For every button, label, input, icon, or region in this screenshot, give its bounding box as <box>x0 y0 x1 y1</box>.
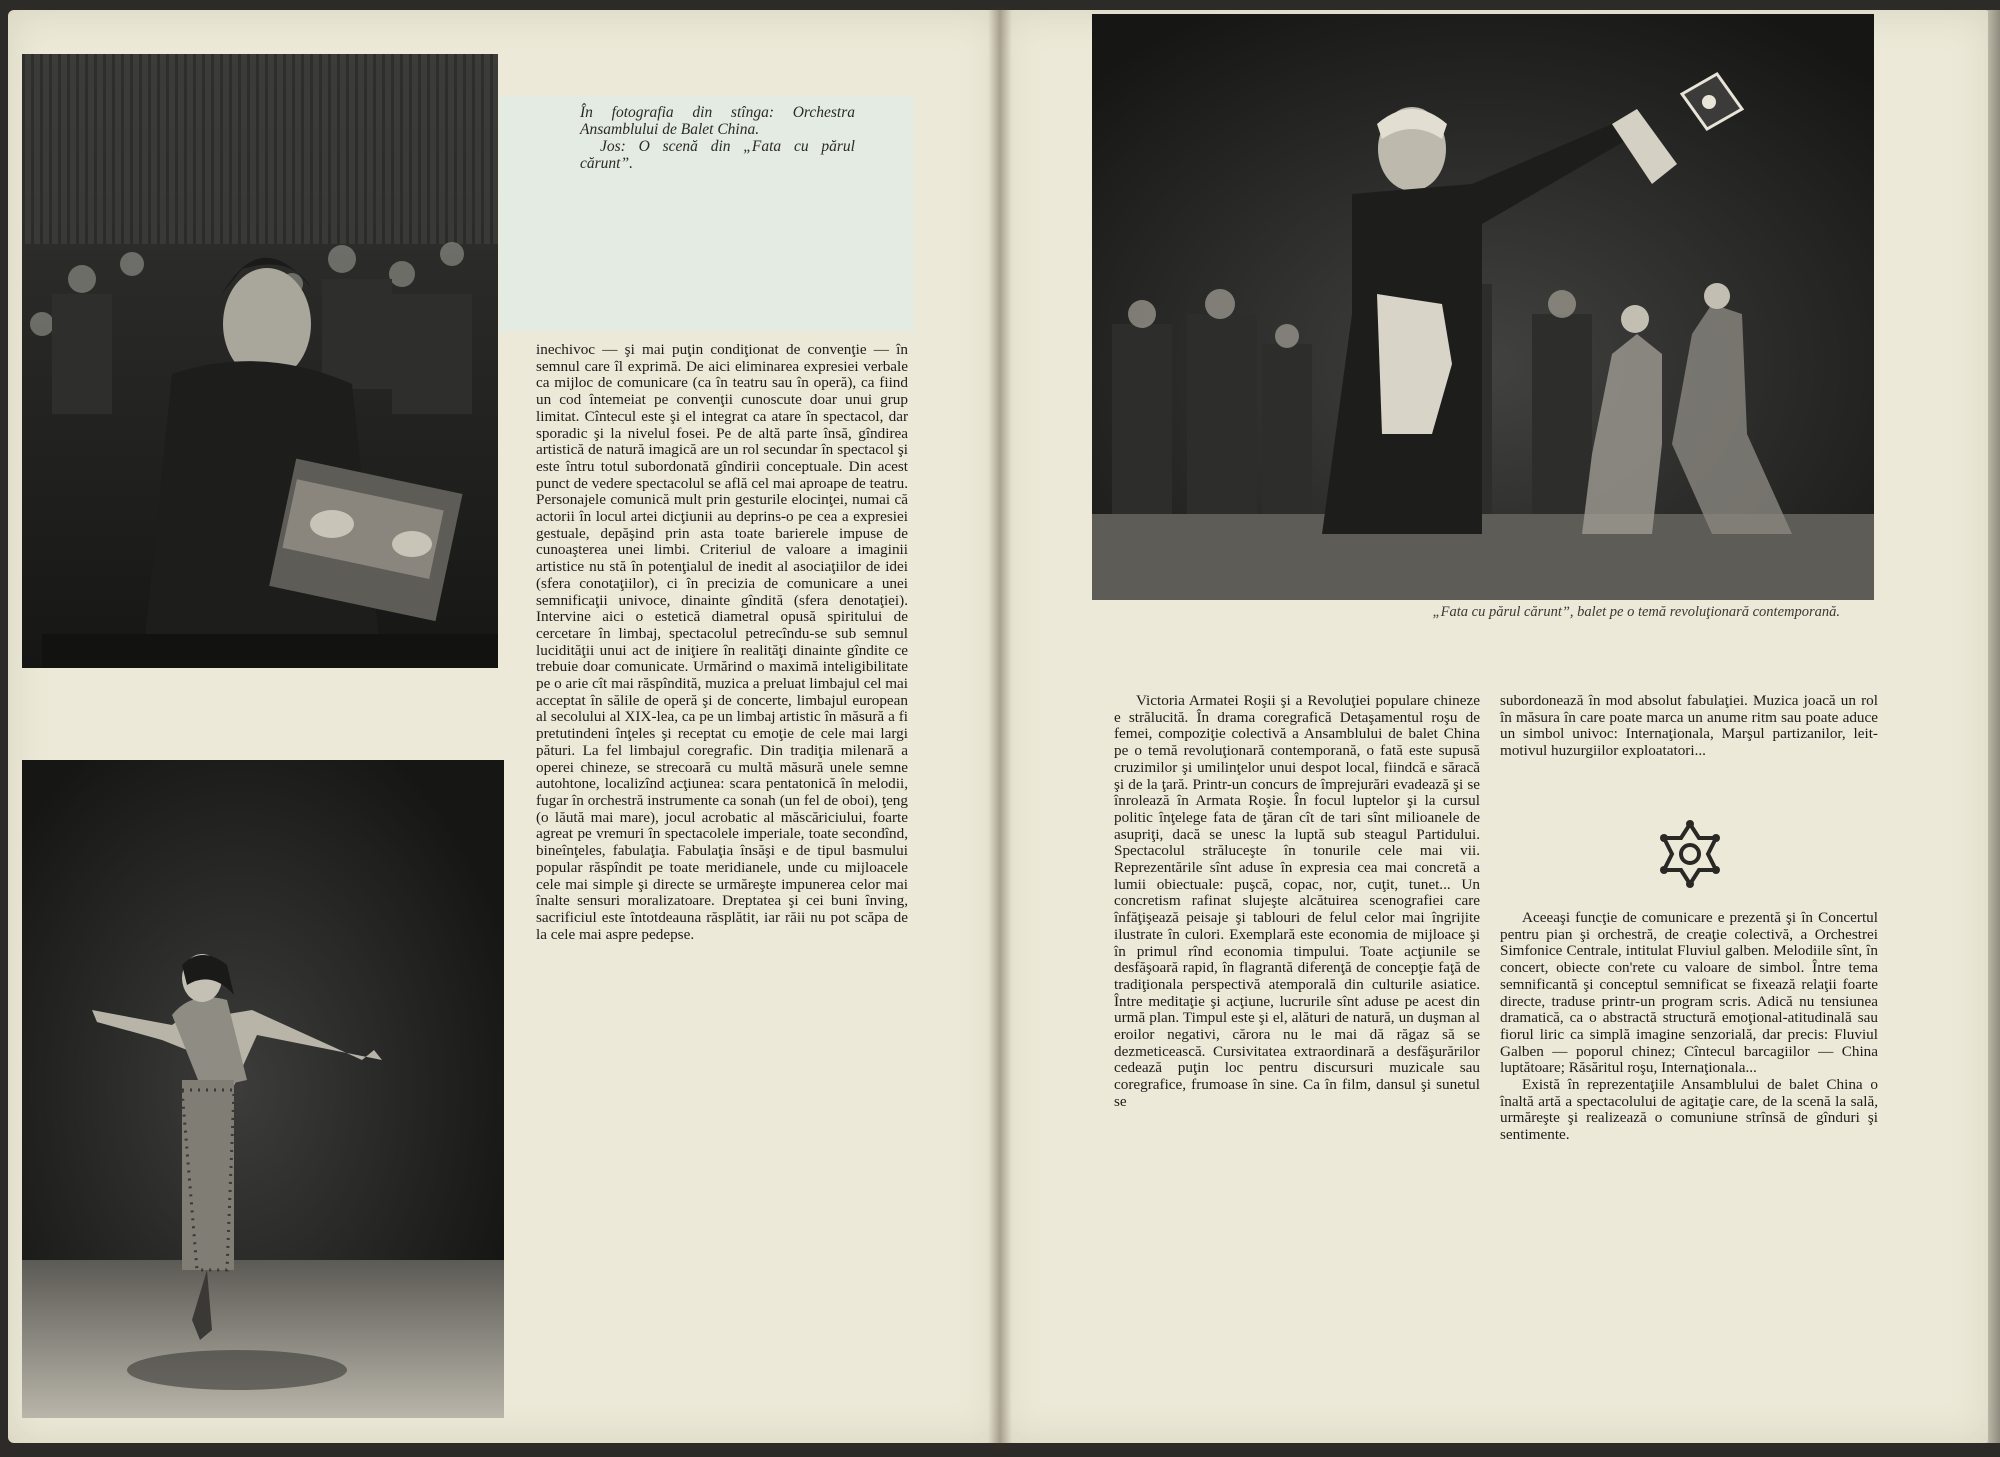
article-column-right-c <box>1500 910 1878 1144</box>
orchestra-photo <box>22 54 498 668</box>
article-column-left <box>536 342 908 943</box>
article-paragraph: subordonează în mod absolut fabulaţiei. Muzica joacă un rol în măsura în care poate marca un anume ritm sau poate aduce un simbol univoc: Internaţionala, Marşul partizanilor, leit-motivul huzurgiilor exploatatori... <box>1500 692 1878 760</box>
article-paragraph: inechivoc — şi mai puţin condiţionat de convenţie — în semnul care îl exprimă. De aici eliminarea expresiei verbale ca mijloc de comunicare (ca în teatru sau în operă), ca fiind un cod întemeiat pe convenţii cunoscute doar unui grup limitat. Cîntecul este şi el integrat ca atare în spectacol, dar sporadic şi la nivelul fosei. Pe de altă parte însă, gîndirea artistică de natură imagică are un rol secundar în spectacol şi este întru totul subordonată gîndirii conceptuale. Din acest punct de vedere spectacolul se află cel mai aproape de teatru. Personajele comunică mult prin gesturile elocinţei, numai că actorii în locul artei dicţiunii au deprins-o pe cea a expresiei gestuale, depăşind prin asta toate barierele impuse de cunoaşterea unei limbi. Criteriul de valoare a imaginii artistice nu stă în potenţialul de inedit al asociaţiilor de idei (sfera conotaţiilor), ci în precizia de comunicare a unei semnificaţii univoce, dinainte gîndită (sfera denotaţiei). Intervine aici o estetică diametral opusă spiritului de cercetare în limbaj, spectacolul petrecîndu-se sub semnul lucidităţii unui act de iniţiere în realităţi dinainte gîndite ce trebuie doar comunicate. Urmărind o maximă inteligibilitate pe o arie cît mai răspîndită, muzica a preluat limbajul cel mai acceptat în sălile de operă şi de concerte, limbajul european al secolului al XIX-lea, ca pe un limbaj artistic în măsură a fi pretutindeni înţeles şi receptat cu emoţie de cele mai largi pături. La fel limbajul coregrafic. Din tradiţia milenară a operei chineze, se strecoară cu multă măsură unele semne autohtone, localizînd acţiunea: scara pentatonică în melodii, fugar în orchestră instrumente ca sonah (un fel de oboi), ţeng (o lăută mai mare), jocul acrobatic al măscăriciului, foarte agreat pe vremuri în spectacolele imperiale, toate secondînd, bineînţeles, fabulaţia. Fabulaţia însăşi e de tipul basmului popular răspîndit pe toate meridianele, unde cu mijloacele cele mai simple şi directe se urmăreşte impunerea celor mai înalte sensuri moralizatoare. Dreptatea şi cei buni înving, sacrificiul este întotdeauna răsplătit, iar răii nu pot scăpa de la cele mai aspre pedepse. <box>536 341 908 943</box>
snowflake-ornament-icon <box>1654 818 1726 890</box>
caption-line-1: În fotografia din stînga: Orchestra Ansamblului de Balet China. <box>580 104 855 138</box>
article-paragraph: Există în reprezentaţiile Ansamblului de balet China o înaltă artă a spectacolului de agitaţie care, de la scenă la sală, urmăreşte şi realizează o comuniune strînsă de gînduri şi sentimente. <box>1500 1076 1878 1144</box>
article-paragraph: Aceeaşi funcţie de comunicare e prezentă şi în Concertul pentru pian şi orchestră, de creaţie colectivă, a Orchestrei Simfonice Centrale, intitulat Fluviul galben. Melodiile sînt, în concert, obiecte con'rete cu valoare de simbol. Între tema semnificantă şi conceptul semnificat se fixează relaţii foarte directe, traduse printr-un program scris. Adică nu tensiunea dramatică, ca o abstractă structură emoţional-atitudinală sau fiorul liric ca simplă imagine senzorială, dar precis: Fluviul Galben — poporul chinez; Cîntecul barcagiilor — China luptătoare; Răsăritul roşu, Internaţionala... <box>1500 909 1878 1077</box>
ballet-photo-caption: „Fata cu părul cărunt”, balet pe o temă revoluţionară contemporană. <box>1432 604 1840 620</box>
dancer-photo <box>22 760 504 1418</box>
article-paragraph: Victoria Armatei Roşii şi a Revoluţiei populare chineze e strălucită. În drama coregrafică Detaşamentul roşu de femei, compoziţie colectivă a Ansamblului de balet China pe o temă revoluţionară contemporană, o fată este supusă cruzimilor şi umilinţelor unui despot local, fiindcă e săracă şi de la ţară. Printr-un concurs de împrejurări evadează şi se înrolează în Armata Roşie. În focul luptelor şi la cursul politic înţelege fata de ţăran cît de tari sînt milioanele de asupriţi, dacă se unesc la luptă sub steagul Partidului. Spectacolul străluceşte în tonurile cele mai vii. Reprezentările sînt aduse în expresia cea mai concretă a lumii obiectuale: puşcă, copac, nor, cuţit, tunet... Un concretism rafinat slujeşte alcătuirea scenografiei care înfăţişează peisaje şi tablouri de felul celor mai îngrijite ilustrate în culori. Exemplară este economia de mijloace şi în primul rînd economia timpului. Toate acţiunile se desfăşoară rapid, în flagrantă diferenţă de concepţie faţă de tradiţionala perspectivă atemporală din culturile asiatice. Între meditaţie şi acţiune, lucrurile sînt aduse pe acest din urmă plan. Timpul este şi el, alături de natură, un duşman al eroilor negativi, cărora nu le mai dă răgaz să se dezmeticească. Cursivitatea extraordinară a desfăşurărilor cedează puţin loc pentru discursuri muzicale sau coregrafice, frumoase în sine. Ca în film, dansul şi sunetul se <box>1114 692 1480 1110</box>
page-edge <box>1988 10 2000 1443</box>
article-column-right-a <box>1114 693 1480 1111</box>
ballet-photo <box>1092 14 1874 600</box>
book-gutter <box>988 8 1012 1449</box>
article-column-right-b <box>1500 693 1878 760</box>
photo-caption <box>580 104 855 172</box>
caption-line-2: Jos: O scenă din „Fata cu părul cărunt”. <box>580 138 855 172</box>
